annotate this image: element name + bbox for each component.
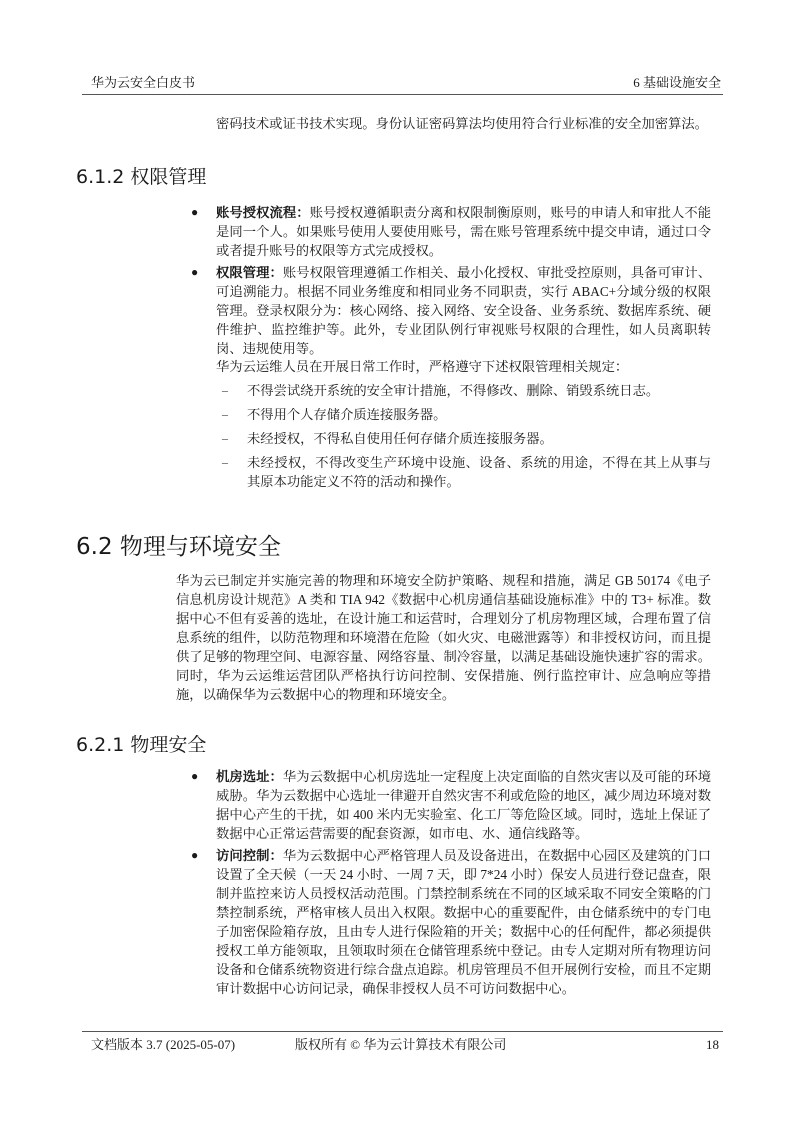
rules-intro: 华为云运维人员在开展日常工作时，严格遵守下述权限管理相关规定： xyxy=(216,359,629,374)
bullet-account-authorization xyxy=(216,203,711,260)
bullet-text: 华为云数据中心严格管理人员及设备进出，在数据中心园区及建筑的门口设置了全天候（一天 24 小时、一周 7 天，即 7*24 小时）保安人员进行登记盘查，限制并监控来访人员授权活动范围。门禁控制系统在不同的区域采取不同安全策略的门禁控制系统，严格审核人员出入权限。数据中心的重要配件，由仓储系统中的专门电子加密保险箱存放，且由专人进行保险箱的开关；数据中心的任何配件，都必须提供授权工单方能领取，且领取时须在仓储管理系统中登记。由专人定期对所有物理访问设备和仓储系统物资进行综合盘点追踪。机房管理员不但开展例行安检，而且不定期审计数据中心访问记录，确保非授权人员不可访问数据中心。 xyxy=(216,848,712,996)
physical-environment-paragraph: 华为云已制定并实施完善的物理和环境安全防护策略、规程和措施，满足 GB 50174《电子信息机房设计规范》A 类和 TIA 942《数据中心机房通信基础设施标准》中的 T3+ 标准。数据中心不但有妥善的选址，在设计施工和运营时，合理划分了机房物理区域，合理布置了信息系统的组件，以防范物理和环境潜在危险（如火灾、电磁泄露等）和非授权访问，而且提供了足够的物理空间、电源容量、网络容量、制冷容量，以满足基础设施快速扩容的需求。同时，华为云运维运营团队严格执行访问控制、安保措施、例行监控审计、应急响应等措施，以确保华为云数据中心的物理和环境安全。 xyxy=(176,573,711,702)
intro-paragraph: 密码技术或证书技术实现。身份认证密码算法均使用符合行业标准的安全加密算法。 xyxy=(216,116,708,131)
page-footer xyxy=(82,1031,723,1054)
dash-marker: – xyxy=(222,431,228,445)
bullet-access-control xyxy=(216,846,711,998)
section-title-6-2-1: 6.2.1 物理安全 xyxy=(76,734,207,756)
page-header xyxy=(82,72,723,95)
bullet-marker: ● xyxy=(191,848,199,862)
section-title-6-2: 6.2 物理与环境安全 xyxy=(76,534,281,560)
bullet-label: 机房选址： xyxy=(216,769,283,784)
doc-title: 华为云安全白皮书 xyxy=(91,75,196,90)
rule-item: 不得尝试绕开系统的安全审计措施，不得修改、删除、销毁系统日志。 xyxy=(247,383,660,398)
bullet-label: 访问控制： xyxy=(216,848,283,863)
rule-item: 未经授权，不得改变生产环境中设施、设备、系统的用途，不得在其上从事与其原本功能定义不符的活动和操作。 xyxy=(247,455,711,489)
bullet-marker: ● xyxy=(191,205,199,219)
bullet-marker: ● xyxy=(191,769,199,783)
bullet-marker: ● xyxy=(191,265,199,279)
bullet-text: 账号权限管理遵循工作相关、最小化授权、审批受控原则，具备可审计、可追溯能力。根据不同业务维度和相同业务不同职责，实行 ABAC+分域分级的权限管理。登录权限分为：核心网络、接入网络、安全设备、业务系统、数据库系统、硬件维护、监控维护等。此外，专业团队例行审视账号权限的合理性，如人员离职转岗、违规使用等。 xyxy=(216,265,712,356)
section-title-6-1-2: 6.1.2 权限管理 xyxy=(76,166,207,188)
bullet-text: 账号授权遵循职责分离和权限制衡原则，账号的申请人和审批人不能是同一个人。如果账号使用人要使用账号，需在账号管理系统中提交申请，通过口令或者提升账号的权限等方式完成授权。 xyxy=(216,205,712,258)
bullet-permission-management xyxy=(216,263,711,358)
rule-item: 未经授权，不得私自使用任何存储介质连接服务器。 xyxy=(247,431,553,446)
copyright: 版权所有 © 华为云计算技术有限公司 xyxy=(295,1037,507,1052)
rule-item: 不得用个人存储介质连接服务器。 xyxy=(247,407,447,422)
bullet-label: 权限管理： xyxy=(216,265,283,280)
doc-version: 文档版本 3.7 (2025-05-07) xyxy=(91,1037,236,1052)
chapter-title: 6 基础设施安全 xyxy=(633,75,721,90)
dash-marker: – xyxy=(222,407,228,421)
bullet-text: 华为云数据中心机房选址一定程度上决定面临的自然灾害以及可能的环境威胁。华为云数据中心选址一律避开自然灾害不利或危险的地区，减少周边环境对数据中心产生的干扰，如 400 米内无实验室、化工厂等危险区域。同时，选址上保证了数据中心正常运营需要的配套资源，如市电、水、通信线路等。 xyxy=(216,769,712,841)
dash-marker: – xyxy=(222,383,228,397)
bullet-site-selection xyxy=(216,767,711,843)
page-number: 18 xyxy=(706,1037,719,1052)
bullet-label: 账号授权流程： xyxy=(216,205,310,220)
dash-marker: – xyxy=(222,455,228,469)
